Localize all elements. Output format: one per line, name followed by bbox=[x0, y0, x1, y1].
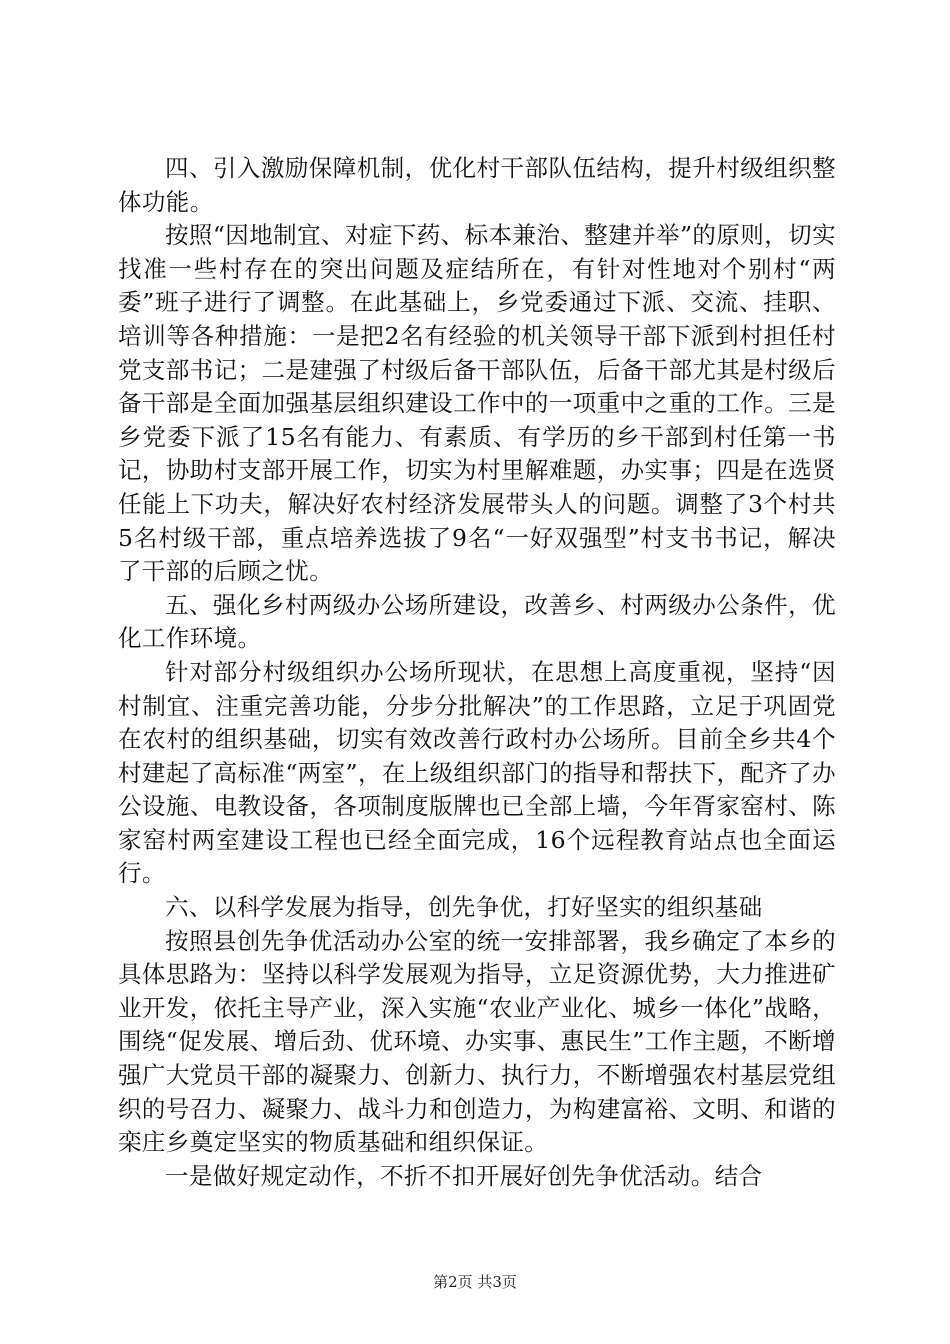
page-number-footer: 第2页 共3页 bbox=[433, 1273, 517, 1291]
section-heading-six: 六、以科学发展为指导，创先争优，打好坚实的组织基础 bbox=[165, 893, 763, 922]
body-paragraph: 针对部分村级组织办公场所现状，在思想上高度重视，坚持“因村制宜、注重完善功能，分步分批解决”的工作思路，立足于巩固党在农村的组织基础，切实有效改善行政村办公场所。目前全乡共4个村建起了高标准“两室”，在上级组织部门的指导和帮扶下，配齐了办公设施、电教设备，各项制度版牌也已全部上墙，今年胥家窑村、陈家窑村两室建设工程也已经全面完成，16个远程教育站点也全面运行。 bbox=[118, 657, 836, 888]
section-heading-five: 五、强化乡村两级办公场所建设，改善乡、村两级办公条件，优化工作环境。 bbox=[118, 590, 836, 653]
body-paragraph: 按照县创先争优活动办公室的统一安排部署，我乡确定了本乡的具体思路为：坚持以科学发展观为指导，立足资源优势，大力推进矿业开发，依托主导产业，深入实施“农业产业化、城乡一体化”战略，围绕“促发展、增后劲、优环境、办实事、惠民生”工作主题，不断增强广大党员干部的凝聚力、创新力、执行力，不断增强农村基层党组织的号召力、凝聚力、战斗力和创造力，为构建富裕、文明、和谐的栾庄乡奠定坚实的物质基础和组织保证。 bbox=[118, 926, 836, 1157]
body-paragraph: 按照“因地制宜、对症下药、标本兼治、整建并举”的原则，切实找准一些村存在的突出问题及症结所在，有针对性地对个别村“两委”班子进行了调整。在此基础上，乡党委通过下派、交流、挂职、培训等各种措施：一是把2名有经验的机关领导干部下派到村担任村党支部书记；二是建强了村级后备干部队伍，后备干部尤其是村级后备干部是全面加强基层组织建设工作中的一项重中之重的工作。三是乡党委下派了15名有能力、有素质、有学历的乡干部到村任第一书记，协助村支部开展工作，切实为村里解难题，办实事；四是在选贤任能上下功夫，解决好农村经济发展带头人的问题。调整了3个村共5名村级干部，重点培养选拔了9名“一好双强型”村支书书记，解决了干部的后顾之忧。 bbox=[118, 221, 836, 586]
document-body bbox=[118, 152, 836, 1193]
body-paragraph: 一是做好规定动作，不折不扣开展好创先争优活动。结合 bbox=[165, 1161, 763, 1190]
section-heading-four: 四、引入激励保障机制，优化村干部队伍结构，提升村级组织整体功能。 bbox=[118, 154, 836, 216]
